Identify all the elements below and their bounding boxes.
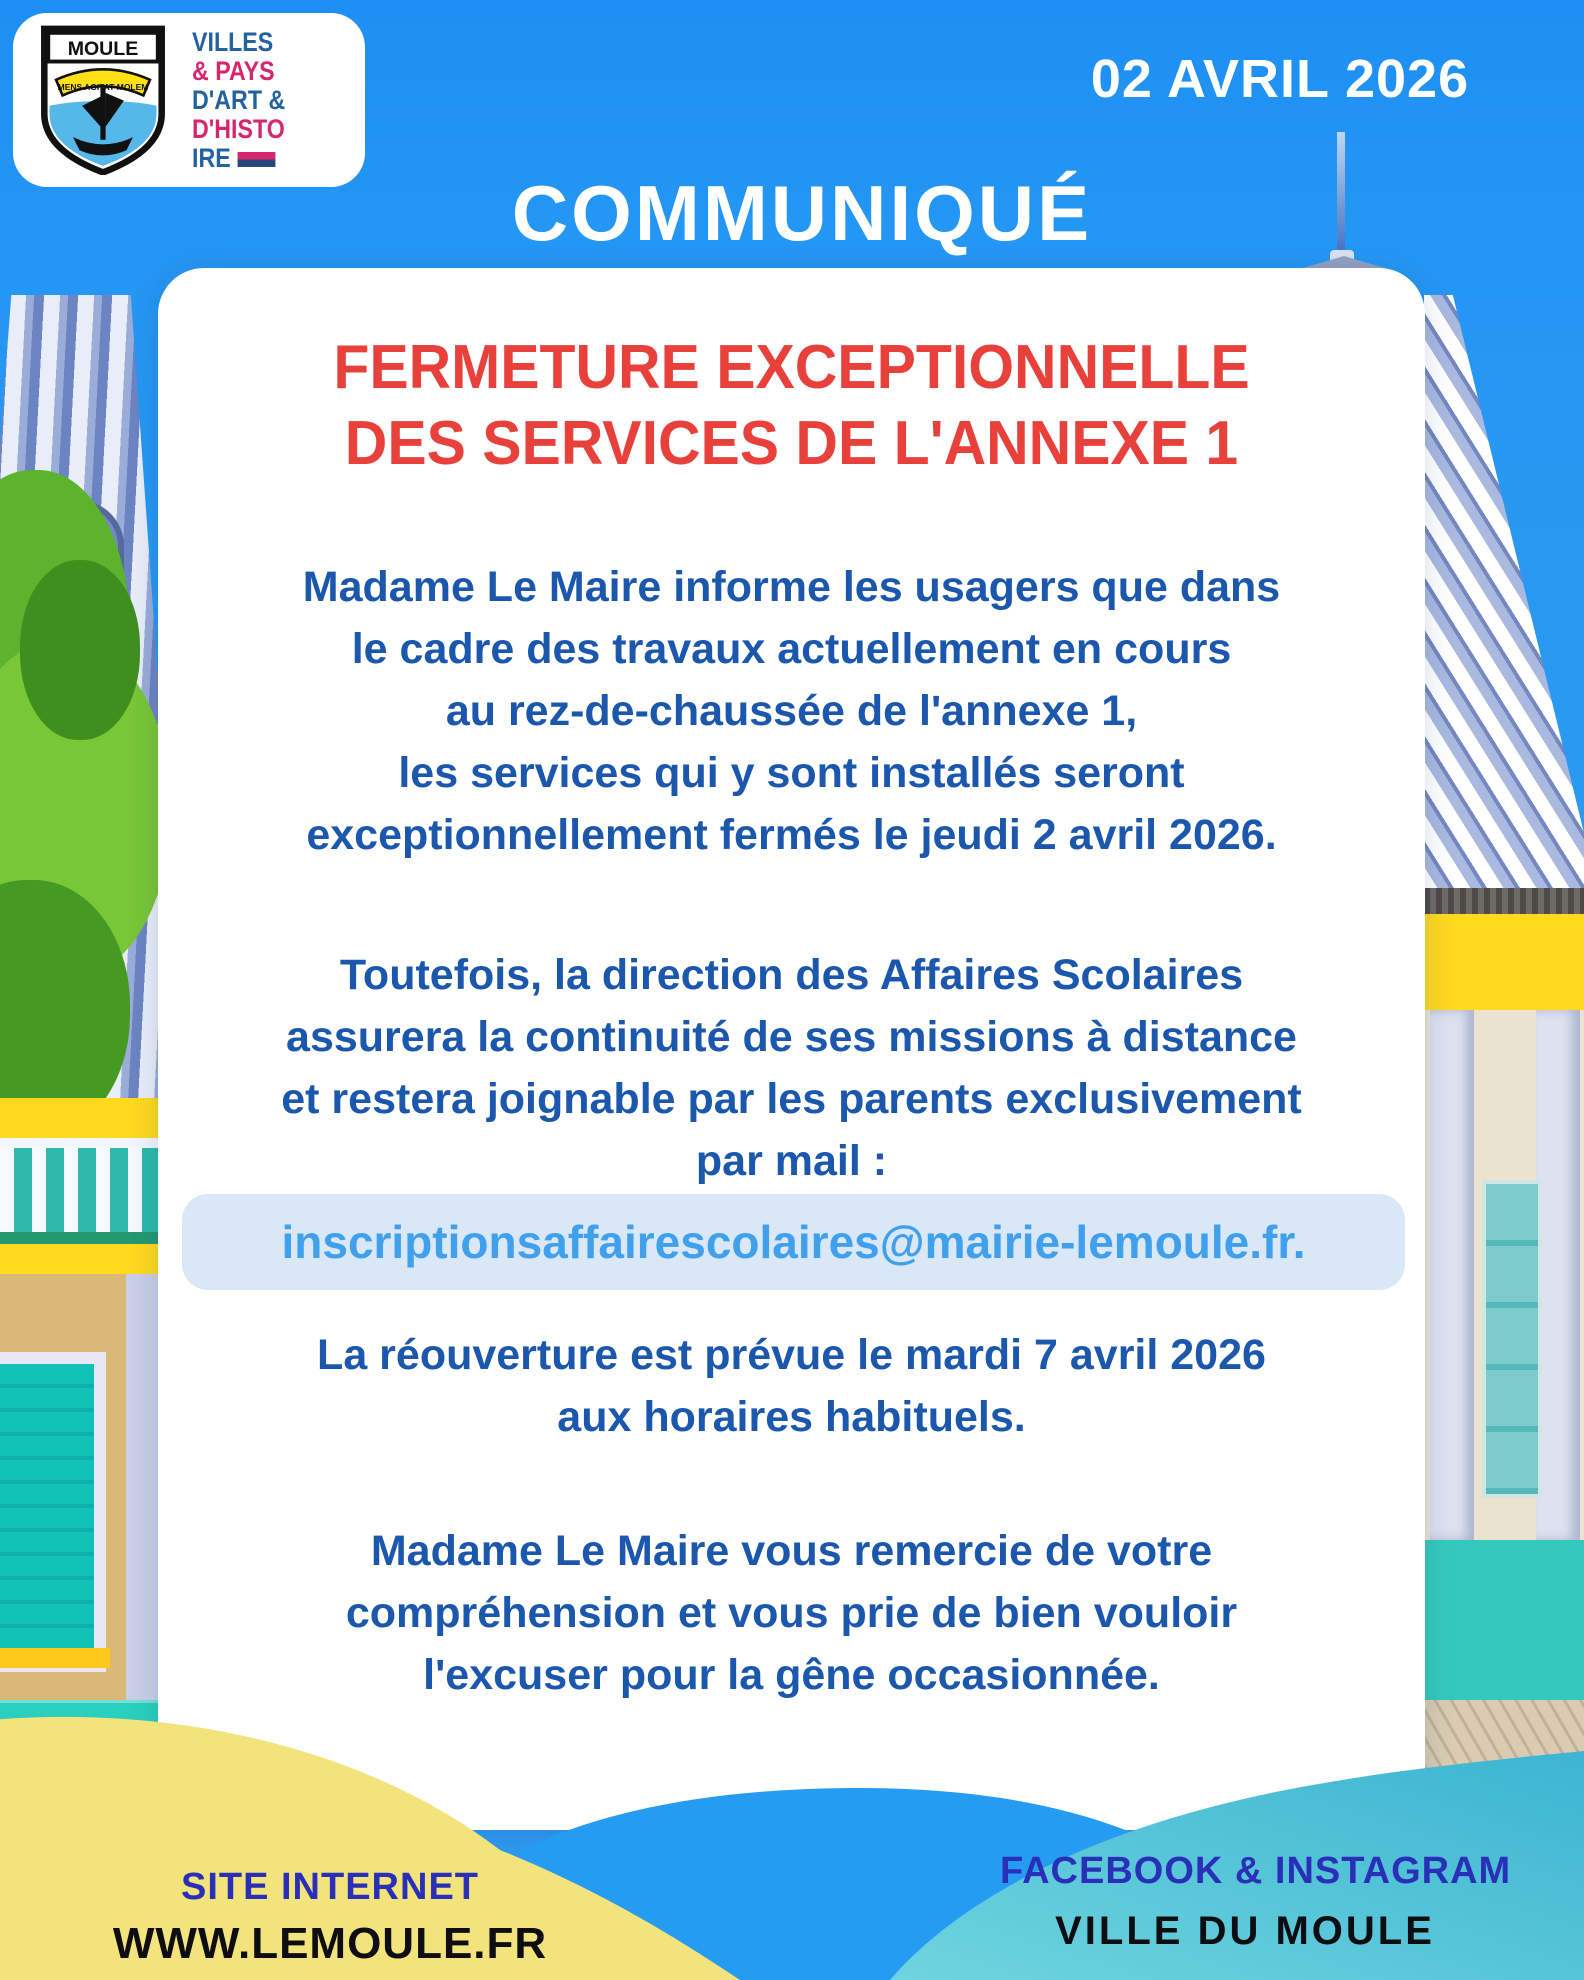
vpah-line: VILLES xyxy=(192,26,274,57)
card-title xyxy=(158,330,1425,482)
body-line: l'excuser pour la gêne occasionnée. xyxy=(423,1651,1160,1699)
tree-foliage xyxy=(20,560,140,740)
contact-email[interactable]: inscriptionsaffairescolaires@mairie-lemoule.fr. xyxy=(182,1194,1405,1290)
crest-title: MOULE xyxy=(67,38,138,60)
body-line: La réouverture est prévue le mardi 7 avril 2026 xyxy=(317,1331,1266,1379)
body-line: le cadre des travaux actuellement en cours xyxy=(351,625,1232,673)
body-line: exceptionnellement fermés le jeudi 2 avril 2026. xyxy=(306,811,1277,859)
body-line: les services qui y sont installés seront xyxy=(398,749,1185,797)
crest-motto: MENS AGITAT MOLEM xyxy=(57,82,148,93)
site-internet-label: SITE INTERNET xyxy=(180,1866,480,1908)
body-line: Toutefois, la direction des Affaires Scolaires xyxy=(339,951,1244,999)
striped-roof xyxy=(1424,295,1584,893)
vpah-line: IRE xyxy=(192,144,321,173)
yellow-cornice-band xyxy=(1424,914,1584,1018)
body-line: aux horaires habituels. xyxy=(557,1393,1026,1441)
body-line: par mail : xyxy=(695,1137,888,1185)
card-title-line: DES SERVICES DE L'ANNEXE 1 xyxy=(344,409,1239,478)
footer-website-block xyxy=(105,1866,555,1969)
vpah-line: D'HISTO xyxy=(192,113,286,144)
vpah-line: D'ART & xyxy=(192,84,286,115)
social-networks-label: FACEBOOK & INSTAGRAM xyxy=(1000,1850,1512,1892)
page-title: COMMUNIQUÉ xyxy=(511,169,1093,257)
yellow-railing xyxy=(0,1098,160,1138)
logo-box xyxy=(13,13,365,187)
body-line: Madame Le Maire informe les usagers que dans xyxy=(302,563,1281,611)
website-url[interactable]: WWW.LEMOULE.FR xyxy=(112,1919,548,1968)
body-line: assurera la continuité de ses missions à distance xyxy=(286,1013,1297,1061)
yellow-trim xyxy=(0,1244,160,1274)
paragraph-works-notice xyxy=(174,556,1409,866)
roof-spire xyxy=(1337,132,1345,258)
body-line: au rez-de-chaussée de l'annexe 1, xyxy=(445,687,1138,735)
body-line: et restera joignable par les parents exclusivement xyxy=(281,1075,1302,1123)
card-title-line: FERMETURE EXCEPTIONNELLE xyxy=(333,333,1250,402)
paragraph-continuity xyxy=(174,944,1409,1192)
le-moule-crest-logo xyxy=(36,25,170,175)
date-label: 02 AVRIL 2026 xyxy=(1090,49,1470,109)
body-line: Madame Le Maire vous remercie de votre xyxy=(370,1527,1213,1575)
green-trim xyxy=(0,1232,160,1244)
vpah-color-block xyxy=(238,152,276,167)
vpah-line: & PAYS xyxy=(192,55,275,86)
villes-pays-art-histoire-logo xyxy=(192,28,342,173)
body-line: compréhension et vous prie de bien vouloir xyxy=(345,1589,1238,1637)
social-account-name[interactable]: VILLE DU MOULE xyxy=(1055,1909,1435,1953)
roof-cornice xyxy=(1424,888,1584,914)
footer-social-block xyxy=(1000,1850,1512,1954)
